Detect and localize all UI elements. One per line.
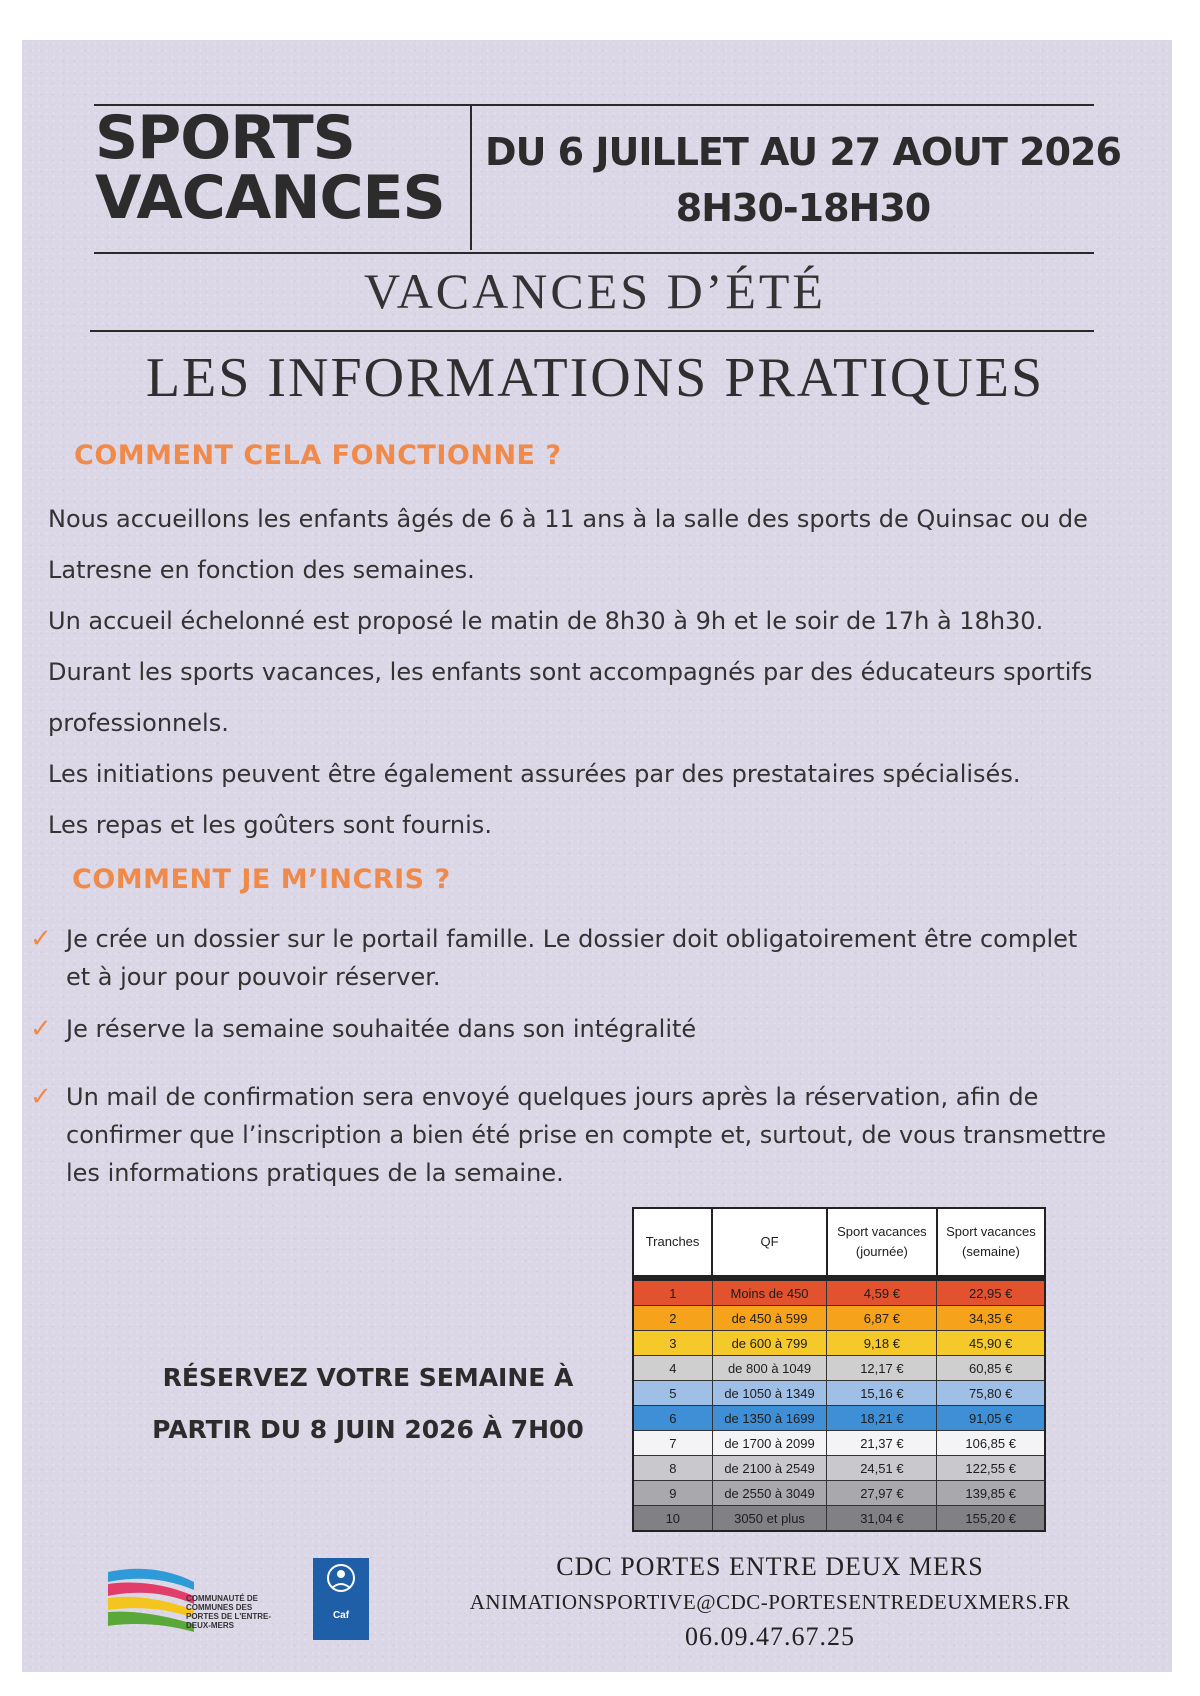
cell-qf: de 2100 à 2549 [712, 1456, 827, 1481]
cell-semaine: 139,85 € [937, 1481, 1045, 1506]
reservation-notice [128, 1352, 608, 1456]
paragraph: Durant les sports vacances, les enfants sont accompagnés par des éducateurs sportifs professionnels. [48, 658, 1093, 737]
cell-tranche: 2 [633, 1306, 712, 1331]
section-title: LES INFORMATIONS PRATIQUES [145, 347, 1045, 409]
title-line-2: VACANCES [95, 163, 445, 233]
col-header-tranches: Tranches [633, 1208, 712, 1278]
cell-journee: 15,16 € [827, 1381, 937, 1406]
how-to-register-heading: COMMENT JE M’INCRIS ? [72, 864, 451, 895]
check-icon: ✓ [30, 924, 52, 954]
col-header-qf: QF [712, 1208, 827, 1278]
cell-semaine: 45,90 € [937, 1331, 1045, 1356]
reservation-line-2: PARTIR DU 8 JUIN 2026 À 7H00 [152, 1415, 584, 1444]
cdc-logo [106, 1560, 276, 1640]
table-row [633, 1406, 1045, 1431]
register-step-text: Je crée un dossier sur le portail famille. Le dossier doit obligatoirement être complet et à jour pour pouvoir réserver. [66, 925, 1078, 991]
caf-logo-text: Caf [332, 1610, 350, 1621]
col-header-journee: Sport vacances (journée) [827, 1208, 937, 1278]
cell-semaine: 75,80 € [937, 1381, 1045, 1406]
paragraph: Nous accueillons les enfants âgés de 6 à 11 ans à la salle des sports de Quinsac ou de Latresne en fonction des semaines. [48, 505, 1088, 584]
table-row [633, 1306, 1045, 1331]
how-it-works-heading: COMMENT CELA FONCTIONNE ? [74, 440, 562, 471]
paragraph: Les repas et les goûters sont fournis. [48, 811, 492, 839]
cell-tranche: 1 [633, 1278, 712, 1306]
cell-semaine: 22,95 € [937, 1278, 1045, 1306]
how-it-works-text [48, 494, 1158, 851]
footer-phone[interactable]: 06.09.47.67.25 [685, 1622, 855, 1651]
caf-logo [313, 1558, 369, 1640]
register-step-text: Un mail de confirmation sera envoyé quelques jours après la réservation, afin de confirmer que l’inscription a bien été prise en compte et, surtout, de vous transmettre les informations pratiques de la semaine. [66, 1083, 1106, 1187]
cell-journee: 27,97 € [827, 1481, 937, 1506]
cell-tranche: 5 [633, 1381, 712, 1406]
cell-qf: 3050 et plus [712, 1506, 827, 1532]
cell-journee: 31,04 € [827, 1506, 937, 1532]
table-header-row [633, 1208, 1045, 1278]
register-step-text: Je réserve la semaine souhaitée dans son intégralité [66, 1015, 697, 1043]
cell-journee: 21,37 € [827, 1431, 937, 1456]
cell-journee: 12,17 € [827, 1356, 937, 1381]
cell-semaine: 60,85 € [937, 1356, 1045, 1381]
header-divider [470, 104, 472, 250]
cell-qf: de 2550 à 3049 [712, 1481, 827, 1506]
cell-semaine: 34,35 € [937, 1306, 1045, 1331]
table-row [633, 1481, 1045, 1506]
cell-tranche: 9 [633, 1481, 712, 1506]
cell-journee: 18,21 € [827, 1406, 937, 1431]
cell-tranche: 8 [633, 1456, 712, 1481]
caf-logo-emblem [313, 1558, 369, 1604]
cell-tranche: 10 [633, 1506, 712, 1532]
cell-semaine: 122,55 € [937, 1456, 1045, 1481]
table-row [633, 1506, 1045, 1532]
table-row [633, 1456, 1045, 1481]
paragraph: Un accueil échelonné est proposé le matin de 8h30 à 9h et le soir de 17h à 18h30. [48, 607, 1044, 635]
cell-qf: de 1700 à 2099 [712, 1431, 827, 1456]
cell-semaine: 91,05 € [937, 1406, 1045, 1431]
cdc-logo-text: COMMUNAUTÉ DE COMMUNES DES PORTES DE L'ENTRE-DEUX-MERS [186, 1594, 272, 1630]
check-icon: ✓ [30, 1014, 52, 1044]
cell-journee: 6,87 € [827, 1306, 937, 1331]
cell-qf: de 450 à 599 [712, 1306, 827, 1331]
title-line-1: SPORTS [95, 103, 355, 173]
cell-tranche: 6 [633, 1406, 712, 1431]
cell-qf: de 1350 à 1699 [712, 1406, 827, 1431]
footer-organization: CDC PORTES ENTRE DEUX MERS [556, 1552, 984, 1581]
season-title: VACANCES D’ÉTÉ [364, 263, 826, 319]
table-row [633, 1431, 1045, 1456]
dates-block [478, 124, 1128, 236]
cdc-logo-graphic [106, 1560, 196, 1640]
check-icon: ✓ [30, 1082, 52, 1112]
opening-hours: 8H30-18H30 [675, 186, 931, 230]
date-range: DU 6 JUILLET AU 27 AOUT 2026 [485, 130, 1121, 174]
table-row [633, 1381, 1045, 1406]
paragraph: Les initiations peuvent être également assurées par des prestataires spécialisés. [48, 760, 1021, 788]
cell-journee: 24,51 € [827, 1456, 937, 1481]
tarifs-body [633, 1278, 1045, 1531]
header-bottom-rule [94, 252, 1094, 254]
cell-journee: 4,59 € [827, 1278, 937, 1306]
col-header-semaine: Sport vacances (semaine) [937, 1208, 1045, 1278]
season-bottom-rule [90, 330, 1094, 332]
tarifs-table [632, 1207, 1046, 1532]
cell-tranche: 3 [633, 1331, 712, 1356]
cell-qf: de 600 à 799 [712, 1331, 827, 1356]
flyer-title [95, 103, 465, 233]
cell-qf: de 1050 à 1349 [712, 1381, 827, 1406]
cell-journee: 9,18 € [827, 1331, 937, 1356]
cell-qf: de 800 à 1049 [712, 1356, 827, 1381]
register-step [30, 1010, 1130, 1048]
register-step [30, 1078, 1130, 1192]
table-row [633, 1331, 1045, 1356]
table-row [633, 1278, 1045, 1306]
reservation-line-1: RÉSERVEZ VOTRE SEMAINE À [162, 1363, 574, 1392]
footer-email[interactable]: ANIMATIONSPORTIVE@CDC-PORTESENTREDEUXMERS.FR [469, 1590, 1071, 1614]
cell-semaine: 155,20 € [937, 1506, 1045, 1532]
cell-semaine: 106,85 € [937, 1431, 1045, 1456]
cell-qf: Moins de 450 [712, 1278, 827, 1306]
cell-tranche: 7 [633, 1431, 712, 1456]
table-row [633, 1356, 1045, 1381]
register-step [30, 920, 1130, 996]
cell-tranche: 4 [633, 1356, 712, 1381]
